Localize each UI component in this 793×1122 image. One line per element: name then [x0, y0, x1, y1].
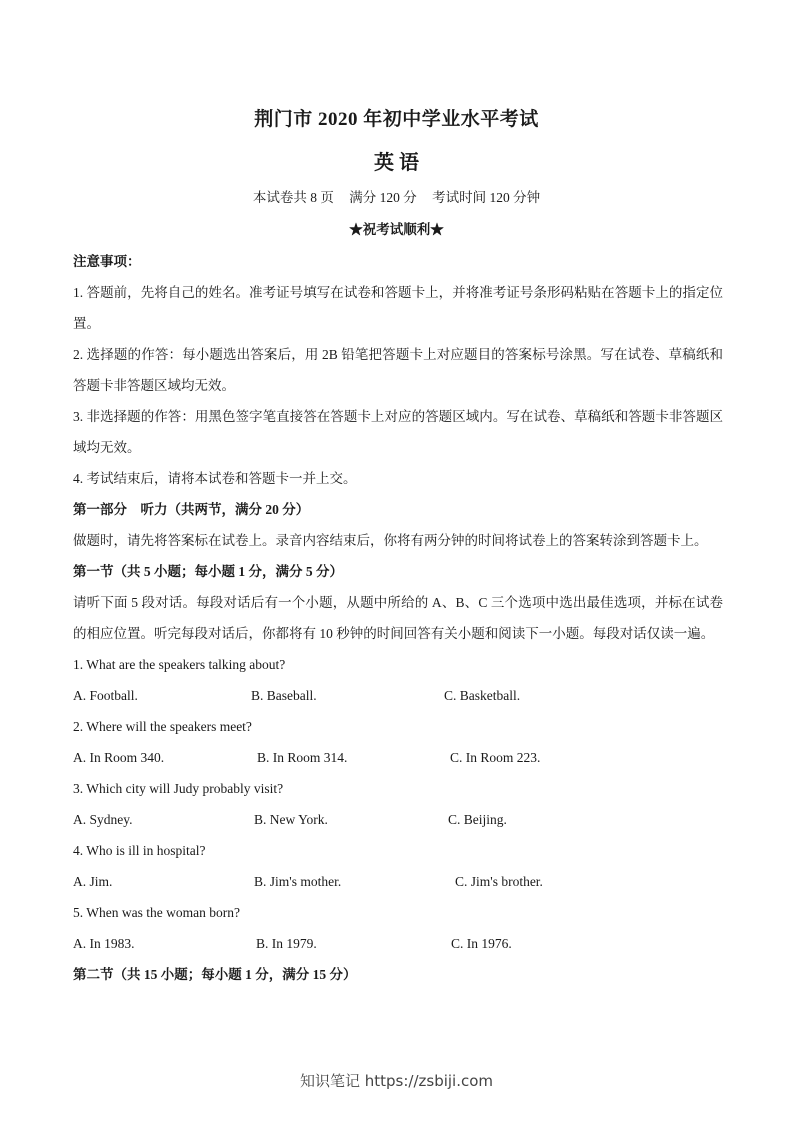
notice-heading: 注意事项： [73, 254, 141, 269]
footer-watermark: 知识笔记 https://zsbiji.com [299, 1072, 494, 1090]
option-c: C. Jim's brother. [455, 874, 543, 889]
notice-item: 4. 考试结束后，请将本试卷和答题卡一并上交。 [73, 471, 357, 486]
question-text: 2. Where will the speakers meet? [73, 719, 252, 734]
option-b: B. Jim's mother. [254, 874, 342, 889]
option-a: A. In Room 340. [73, 750, 165, 765]
option-row [73, 928, 723, 959]
exam-time: 考试时间 120 分钟 [432, 190, 541, 205]
option-row [73, 680, 723, 711]
question-text: 5. When was the woman born? [73, 905, 240, 920]
option-c: C. Beijing. [448, 812, 507, 827]
option-a: A. Sydney. [73, 812, 133, 827]
option-c: C. In 1976. [451, 936, 512, 951]
good-luck-banner: ★祝考试顺利★ [349, 222, 444, 237]
notice-item: 1. 答题前，先将自己的姓名。准考证号填写在试卷和答题卡上，并将准考证号条形码粘贴在答题卡上的指定位置。 [73, 285, 723, 331]
section2-heading: 第二节（共 15 小题；每小题 1 分，满分 15 分） [73, 967, 357, 982]
option-row [73, 742, 723, 773]
question-text: 1. What are the speakers talking about? [73, 657, 286, 672]
option-c: C. In Room 223. [450, 750, 541, 765]
section1-instruction: 请听下面 5 段对话。每段对话后有一个小题，从题中所给的 A、B、C 三个选项中选出最佳选项，并标在试卷的相应位置。听完每段对话后，你都将有 10 秒钟的时间回答有关小题和阅读下一小题。每段对话仅读一遍。 [73, 595, 723, 641]
exam-title: 荆门市 2020 年初中学业水平考试 [254, 109, 539, 130]
option-b: B. In 1979. [256, 936, 317, 951]
full-score: 满分 120 分 [349, 190, 417, 205]
option-a: A. Football. [73, 688, 138, 703]
option-b: B. Baseball. [251, 688, 317, 703]
exam-body [73, 246, 723, 990]
question-text: 4. Who is ill in hospital? [73, 843, 206, 858]
option-a: A. In 1983. [73, 936, 135, 951]
part1-heading: 第一部分 听力（共两节，满分 20 分） [73, 502, 310, 517]
exam-meta [0, 186, 793, 206]
notice-item: 2. 选择题的作答：每小题选出答案后，用 2B 铅笔把答题卡上对应题目的答案标号涂黑。写在试卷、草稿纸和答题卡非答题区域均无效。 [73, 347, 723, 393]
option-a: A. Jim. [73, 874, 113, 889]
part1-instruction: 做题时，请先将答案标在试卷上。录音内容结束后，你将有两分钟的时间将试卷上的答案转涂到答题卡上。 [73, 533, 708, 548]
option-row [73, 866, 723, 897]
option-b: B. In Room 314. [257, 750, 348, 765]
notice-item: 3. 非选择题的作答：用黑色签字笔直接答在答题卡上对应的答题区域内。写在试卷、草稿纸和答题卡非答题区域均无效。 [73, 409, 723, 455]
option-c: C. Basketball. [444, 688, 521, 703]
question-text: 3. Which city will Judy probably visit? [73, 781, 284, 796]
section1-heading: 第一节（共 5 小题；每小题 1 分，满分 5 分） [73, 564, 343, 579]
option-b: B. New York. [254, 812, 328, 827]
option-row [73, 804, 723, 835]
subject-title: 英 语 [374, 152, 419, 174]
page-count: 本试卷共 8 页 [252, 190, 334, 205]
